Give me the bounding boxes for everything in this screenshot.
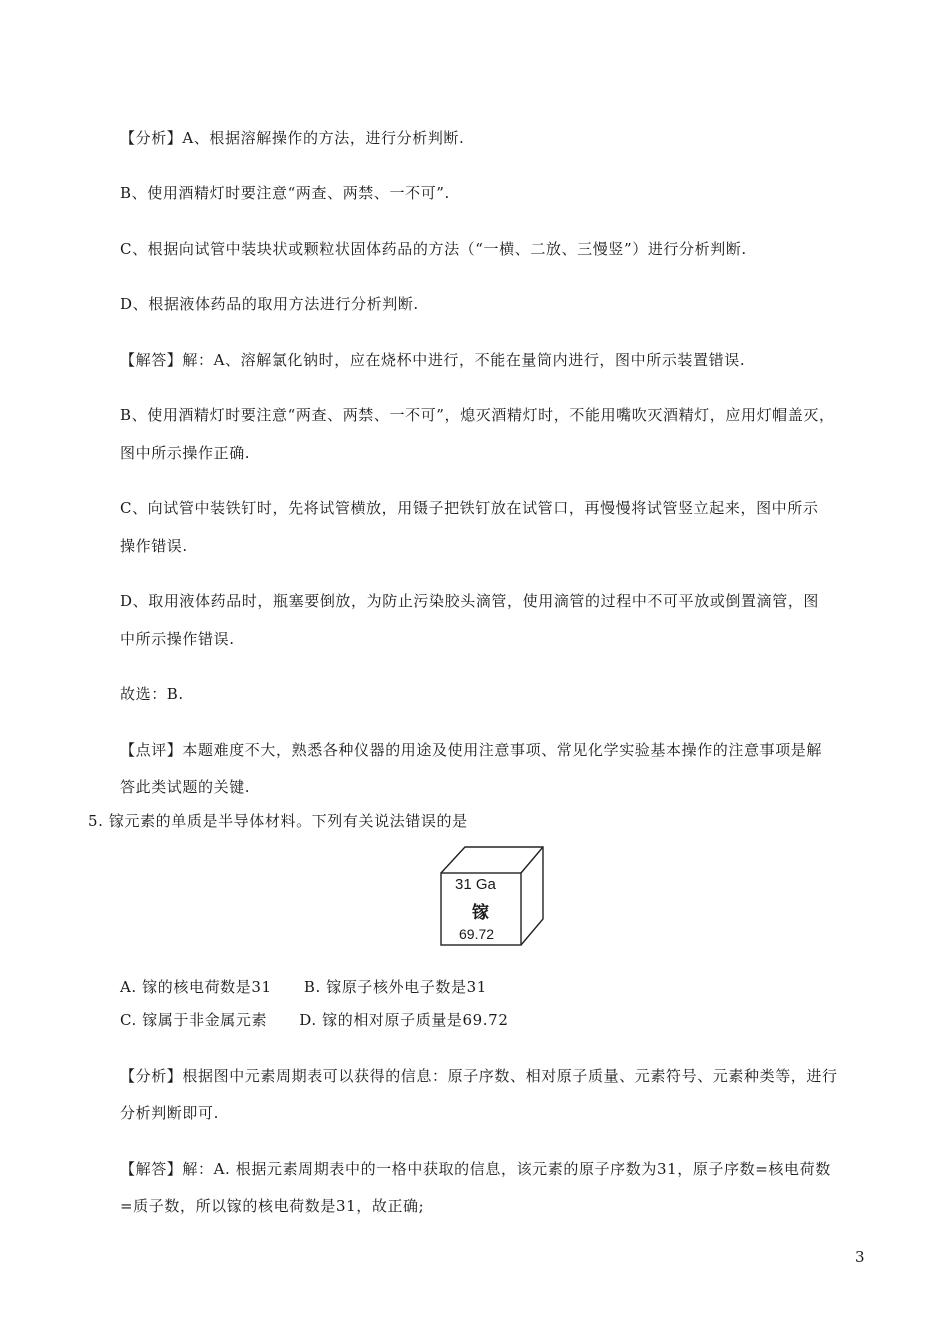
analysis-line-d: D、根据液体药品的取用方法进行分析判断. [120, 295, 419, 313]
answer-5-line-2: =质子数，所以镓的核电荷数是31，故正确; [120, 1197, 425, 1215]
analysis-5-line-2: 分析判断即可. [120, 1104, 219, 1122]
comment-line-2: 答此类试题的关键. [120, 778, 251, 796]
answer-line-b2: 图中所示操作正确. [120, 444, 251, 462]
analysis-line-a: 【分析】A、根据溶解操作的方法，进行分析判断. [120, 129, 465, 147]
answer-choice: 故选：B. [120, 685, 184, 703]
question-5-stem: 5. 镓元素的单质是半导体材料。下列有关说法错误的是 [88, 812, 468, 830]
comment-line-1: 【点评】本题难度不大，熟悉各种仪器的用途及使用注意事项、常见化学实验基本操作的注意事项是解 [120, 741, 823, 759]
options-row-1: A. 镓的核电荷数是31 B. 镓原子核外电子数是31 [120, 978, 487, 996]
answer-line-c1: C、向试管中装铁钉时，先将试管横放，用镊子把铁钉放在试管口，再慢慢将试管竖立起来，图中所示 [120, 499, 819, 517]
answer-5-line-1: 【解答】解：A. 根据元素周期表中的一格中获取的信息，该元素的原子序数为31，原子序数=核电荷数 [120, 1160, 831, 1178]
analysis-5-line-1: 【分析】根据图中元素周期表可以获得的信息：原子序数、相对原子质量、元素符号、元素种类等，进行 [120, 1067, 838, 1085]
element-mass: 69.72 [459, 926, 495, 942]
answer-line-a: 【解答】解：A、溶解氯化钠时，应在烧杯中进行，不能在量筒内进行，图中所示装置错误. [120, 351, 746, 369]
answer-line-d2: 中所示操作错误. [120, 630, 235, 648]
answer-line-b1: B、使用酒精灯时要注意“两查、两禁、一不可”，熄灭酒精灯时，不能用嘴吹灭酒精灯，应用灯帽盖灭， [120, 406, 835, 424]
answer-line-d1: D、取用液体药品时，瓶塞要倒放，为防止污染胶头滴管，使用滴管的过程中不可平放或倒置滴管，图 [120, 592, 820, 610]
analysis-line-c: C、根据向试管中装块状或颗粒状固体药品的方法（“一横、二放、三慢竖”）进行分析判断. [120, 240, 747, 258]
answer-line-c2: 操作错误. [120, 537, 188, 555]
element-number-symbol: 31 Ga [455, 876, 496, 893]
page-number: 3 [855, 1248, 865, 1266]
analysis-line-b: B、使用酒精灯时要注意“两查、两禁、一不可”. [120, 184, 450, 202]
element-name: 镓 [472, 903, 489, 923]
options-row-2: C. 镓属于非金属元素 D. 镓的相对原子质量是69.72 [120, 1011, 509, 1029]
